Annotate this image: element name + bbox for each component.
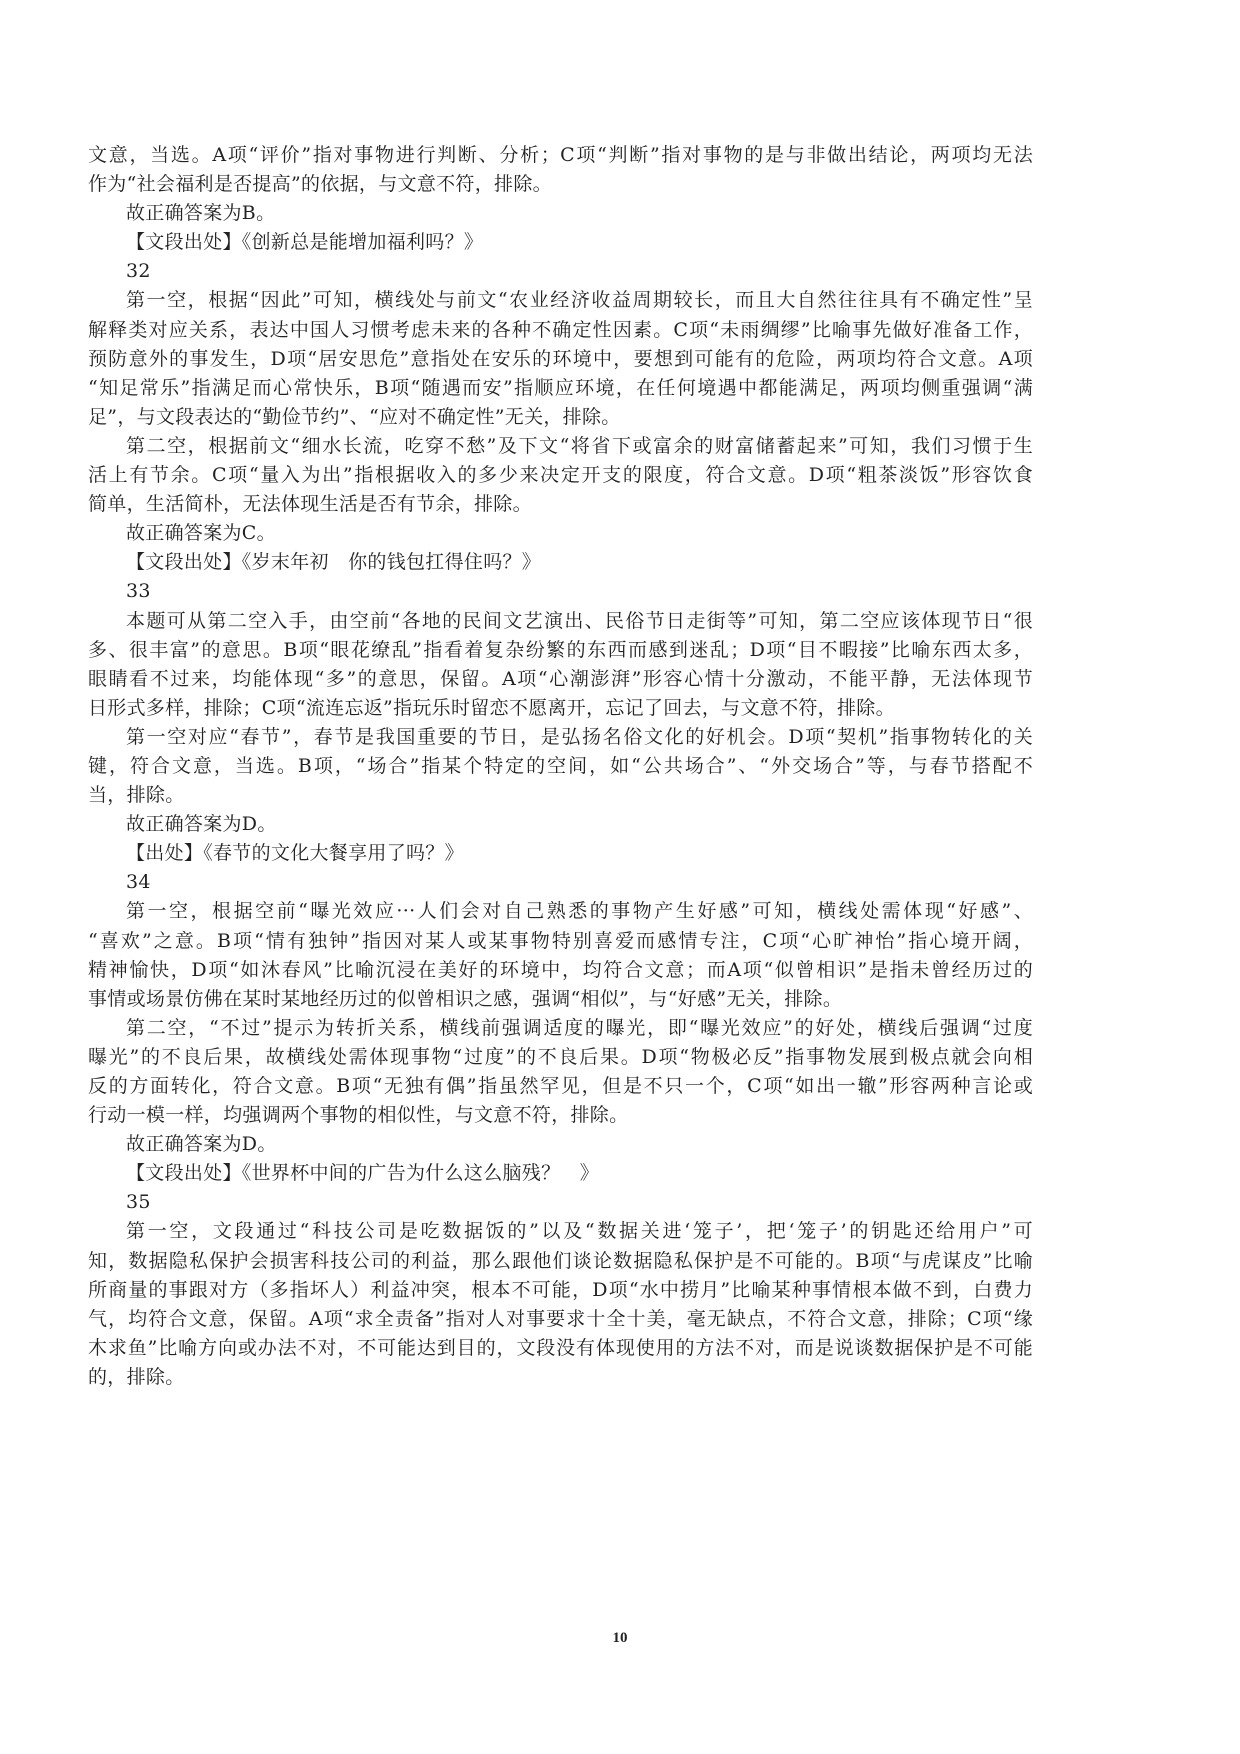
text-line: 当，排除。 xyxy=(88,784,185,807)
text-line: 作为“社会福利是否提高”的依据，与文意不符，排除。 xyxy=(88,173,552,196)
text-line: 32 xyxy=(126,260,151,283)
text-line: 的，排除。 xyxy=(88,1365,185,1388)
text-line: 行动一模一样，均强调两个事物的相似性，与文意不符，排除。 xyxy=(88,1104,629,1127)
text-line: 所商量的事跟对方（多指坏人）利益冲突，根本不可能，D项“水中捞月”比喻某种事情根本做不到，白费力 xyxy=(88,1278,1033,1301)
text-line: 气，均符合文意，保留。A项“求全责备”指对人对事要求十全十美，毫无缺点，不符合文意，排除；C项“缘 xyxy=(88,1307,1033,1330)
text-line: 眼睛看不过来，均能体现“多”的意思，保留。A项“心潮澎湃”形容心情十分激动，不能平静，无法体现节 xyxy=(88,667,1033,690)
text-line: 多、很丰富”的意思。B项“眼花缭乱”指看着复杂纷繁的东西而感到迷乱；D项“目不暇接”比喻东西太多， xyxy=(88,638,1033,661)
text-line: 曝光”的不良后果，故横线处需体现事物“过度”的不良后果。D项“物极必反”指事物发展到极点就会向相 xyxy=(88,1045,1033,1068)
text-line: “喜欢”之意。B项“情有独钟”指因对某人或某事物特别喜爱而感情专注，C项“心旷神怡”指心境开阔， xyxy=(88,929,1033,952)
text-line: 故正确答案为D。 xyxy=(126,1133,277,1156)
text-line: 第一空，文段通过“科技公司是吃数据饭的”以及“数据关进‘笼子’，把‘笼子’的钥匙还给用户”可 xyxy=(126,1220,1033,1243)
text-line: 第一空，根据空前“曝光效应···人们会对自己熟悉的事物产生好感”可知，横线处需体现“好感”、 xyxy=(126,900,1033,923)
text-line: 知，数据隐私保护会损害科技公司的利益，那么跟他们谈论数据隐私保护是不可能的。B项“与虎谋皮”比喻 xyxy=(88,1249,1033,1272)
text-line: 预防意外的事发生，D项“居安思危”意指处在安乐的环境中，要想到可能有的危险，两项均符合文意。A项 xyxy=(88,347,1033,370)
text-line: 本题可从第二空入手，由空前“各地的民间文艺演出、民俗节日走街等”可知，第二空应该体现节日“很 xyxy=(126,609,1033,632)
text-line: “知足常乐”指满足而心常快乐，B项“随遇而安”指顺应环境，在任何境遇中都能满足，两项均侧重强调“满 xyxy=(88,376,1033,399)
text-line: 解释类对应关系，表达中国人习惯考虑未来的各种不确定性因素。C项“未雨绸缪”比喻事先做好准备工作， xyxy=(88,318,1033,341)
text-line: 活上有节余。C项“量入为出”指根据收入的多少来决定开支的限度，符合文意。D项“粗茶淡饭”形容饮食 xyxy=(88,464,1033,487)
page-number: 10 xyxy=(612,1630,628,1646)
text-line: 简单，生活简朴，无法体现生活是否有节余，排除。 xyxy=(88,493,532,516)
text-line: 第二空，根据前文“细水长流，吃穿不愁”及下文“将省下或富余的财富储蓄起来”可知，我们习惯于生 xyxy=(126,434,1033,457)
text-line: 第一空对应“春节”，春节是我国重要的节日，是弘扬名俗文化的好机会。D项“契机”指事物转化的关 xyxy=(126,725,1033,748)
text-line: 故正确答案为C。 xyxy=(126,522,276,545)
text-line: 键，符合文意，当选。B项，“场合”指某个特定的空间，如“公共场合”、“外交场合”等，与春节搭配不 xyxy=(88,754,1033,777)
text-line: 精神愉快，D项“如沐春风”比喻沉浸在美好的环境中，均符合文意；而A项“似曾相识”是指未曾经历过的 xyxy=(88,958,1033,981)
text-line: 事情或场景仿佛在某时某地经历过的似曾相识之感，强调“相似”，与“好感”无关，排除。 xyxy=(88,987,843,1010)
text-line: 【文段出处】《岁末年初 你的钱包扛得住吗？》 xyxy=(126,551,542,574)
text-line: 日形式多样，排除；C项“流连忘返”指玩乐时留恋不愿离开，忘记了回去，与文意不符，排除。 xyxy=(88,696,895,719)
text-line: 故正确答案为D。 xyxy=(126,813,277,836)
text-line: 【文段出处】《世界杯中间的广告为什么这么脑残？ 》 xyxy=(126,1162,600,1185)
document-body xyxy=(88,141,1033,1392)
text-line: 【出处】《春节的文化大餐享用了吗？》 xyxy=(126,842,464,865)
text-line: 第一空，根据“因此”可知，横线处与前文“农业经济收益周期较长，而且大自然往往具有不确定性”呈 xyxy=(126,289,1033,312)
text-line: 34 xyxy=(126,871,151,894)
text-line: 第二空，“不过”提示为转折关系，横线前强调适度的曝光，即“曝光效应”的好处，横线后强调“过度 xyxy=(126,1016,1033,1039)
text-line: 反的方面转化，符合文意。B项“无独有偶”指虽然罕见，但是不只一个，C项“如出一辙”形容两种言论或 xyxy=(88,1075,1033,1097)
text-line: 木求鱼”比喻方向或办法不对，不可能达到目的，文段没有体现使用的方法不对，而是说谈数据保护是不可能 xyxy=(88,1336,1033,1359)
text-line: 【文段出处】《创新总是能增加福利吗？》 xyxy=(126,231,484,254)
text-line: 35 xyxy=(126,1191,151,1214)
text-line: 故正确答案为B。 xyxy=(126,202,276,225)
text-line: 33 xyxy=(126,580,151,603)
text-line: 文意，当选。A项“评价”指对事物进行判断、分析；C项“判断”指对事物的是与非做出结论，两项均无法 xyxy=(88,144,1033,166)
text-line: 足”，与文段表达的“勤俭节约”、“应对不确定性”无关，排除。 xyxy=(88,405,621,428)
